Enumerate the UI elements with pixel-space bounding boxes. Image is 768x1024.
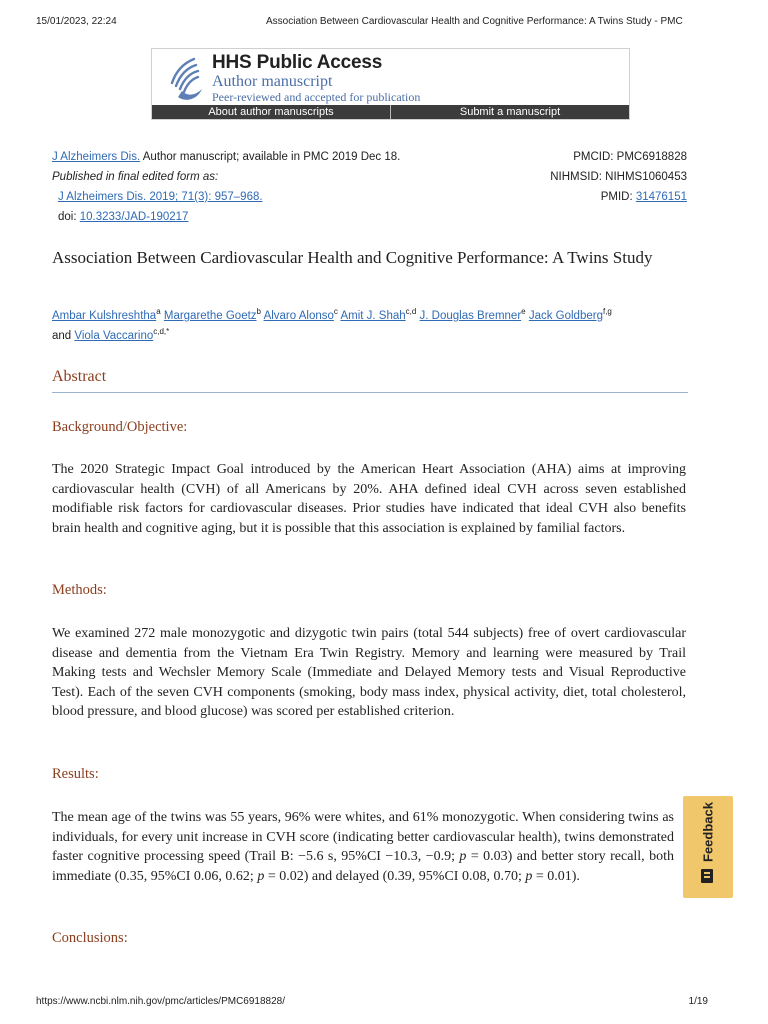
author-link[interactable]: Alvaro Alonso [263,310,334,322]
author-affiliation: b [256,307,261,317]
doi-link[interactable]: 10.3233/JAD-190217 [79,211,189,223]
feedback-button[interactable] [683,796,733,898]
background-text: The 2020 Strategic Impact Goal introduced by the American Heart Association (AHA) aims at improving cardiovascular health (CVH) of all Americans by 20%. AHA defined ideal CVH across seven established modifiable risk factors for cardiovascular diseases. Prior studies have indicated that ideal CVH also benefits brain health and cognitive aging, but it is possible that this association is explained by familial factors. [52,462,686,536]
conclusions-heading: Conclusions: [52,930,128,946]
article-title: Association Between Cardiovascular Health and Cognitive Performance: A Twins Study [52,248,653,267]
submit-manuscript-link[interactable]: Submit a manuscript [390,105,629,119]
journal-line [52,147,400,167]
author-link[interactable]: J. Douglas Bremner [419,310,522,322]
about-author-manuscripts-link[interactable]: About author manuscripts [208,106,334,118]
author-affiliation: c,d,* [153,327,170,337]
author-affiliation: e [521,307,526,317]
abstract-heading: Abstract [52,368,107,385]
published-label: Published in final edited form as: [52,171,219,183]
authors-and: and [52,330,75,342]
banner-link-bar [152,105,629,119]
pmid-label: PMID: [600,191,636,203]
author-link[interactable]: Amit J. Shah [340,310,406,322]
print-header [36,16,732,30]
author-affiliation: c,d [405,307,417,317]
author-list [52,306,692,346]
feedback-icon [701,869,713,883]
pmid-link[interactable]: 31476151 [635,191,687,203]
nihmsid: NIHMSID: NIHMS1060453 [550,171,687,183]
journal-link[interactable]: J Alzheimers Dis. [52,151,141,163]
print-page-title: Association Between Cardiovascular Health and Cognitive Performance: A Twins Study - PMC [266,16,683,27]
banner-tagline: Peer-reviewed and accepted for publication [212,90,421,104]
author-affiliation: f,g [602,307,612,317]
banner-heading: HHS Public Access [212,52,383,73]
citation-ids [550,147,687,207]
print-url: https://www.ncbi.nlm.nih.gov/pmc/articles/PMC6918828/ [36,996,285,1007]
author-link[interactable]: Viola Vaccarino [74,330,154,342]
author-link[interactable]: Ambar Kulshreshtha [52,310,157,322]
print-datetime: 15/01/2023, 22:24 [36,16,117,27]
doi-label: doi: [58,211,80,223]
background-heading: Background/Objective: [52,419,188,435]
abstract-divider [52,392,688,393]
pmcid: PMCID: PMC6918828 [573,151,687,163]
banner-subheading: Author manuscript [212,73,333,90]
citation-line [52,187,400,207]
methods-text: We examined 272 male monozygotic and dizygotic twin pairs (total 544 subjects) free of overt cardiovascular disease and dementia from the Vietnam Era Twin Registry. Memory and learning were measured by Trail Making tests and Wechsler Memory Scale (Immediate and Delayed Memory tests and Visual Reproductive Test). Each of the seven CVH components (smoking, body mass index, physical activity, diet, total cholesterol, blood pressure, and blood glucose) was scored per established criterion. [52,626,686,719]
citation-left [52,147,400,227]
author-affiliation: a [156,307,161,317]
hhs-public-access-banner [151,48,630,120]
methods-heading: Methods: [52,582,107,598]
results-heading: Results: [52,766,99,782]
author-link[interactable]: Margarethe Goetz [163,310,257,322]
doi-line [52,207,400,227]
author-affiliation: c [333,307,338,317]
hhs-eagle-logo-icon [164,53,208,103]
pmid-line [550,187,687,207]
results-text: The mean age of the twins was 55 years, 96% were whites, and 61% monozygotic. When considering twins as individuals, for every unit increase in CVH score (indicating better cardiovascular health), twins demonstrated faster cognitive processing speed (Trail B: −5.6 s, 95%CI −10.3, −0.9; p = 0.03) and better story recall, both immediate (0.35, 95%CI 0.06, 0.62; p = 0.02) and delayed (0.39, 95%CI 0.08, 0.70; p = 0.01). [52,810,674,884]
author-link[interactable]: Jack Goldberg [528,310,603,322]
availability-text: Author manuscript; available in PMC 2019 Dec 18. [140,151,401,163]
citation-link[interactable]: J Alzheimers Dis. 2019; 71(3): 957–968. [58,191,263,203]
print-page-number: 1/19 [688,996,708,1007]
feedback-label: Feedback [700,802,716,862]
